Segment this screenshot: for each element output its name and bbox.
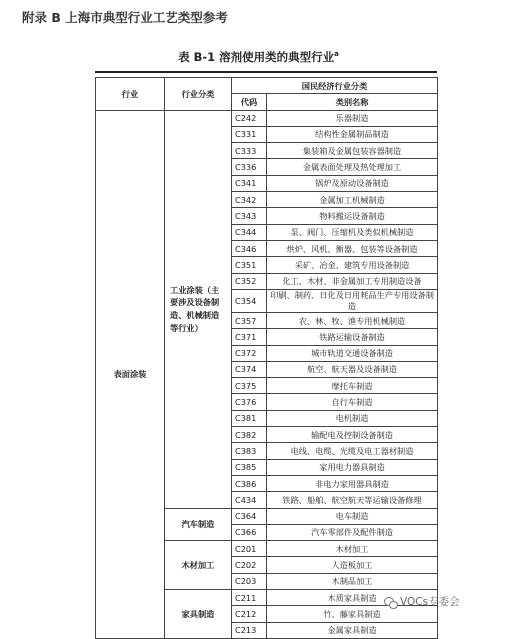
code-cell: C342 [232,192,267,208]
class-name-cell: 电车制造 [267,508,438,524]
class-name-cell: 竹、藤家具制造 [267,606,438,622]
category-cell: 汽车制造 [165,508,232,541]
code-cell: C357 [232,312,267,328]
appendix-title: 附录 B 上海市典型行业工艺类型参考 [22,10,228,25]
header-category: 行业分类 [165,78,232,111]
header-code: 代码 [232,94,267,110]
class-name-cell: 金属表面处理及热处理加工 [267,159,438,175]
class-name-cell: 铁路运输设备制造 [267,329,438,345]
code-cell: C382 [232,427,267,443]
code-cell: C385 [232,459,267,475]
code-cell: C341 [232,175,267,191]
code-cell: C344 [232,224,267,240]
class-name-cell: 泵、阀门、压缩机及类似机械制造 [267,224,438,240]
code-cell: C346 [232,240,267,256]
code-cell: C386 [232,475,267,491]
code-cell: C376 [232,394,267,410]
industry-table [95,77,438,639]
header-class-name: 类别名称 [267,94,438,110]
class-name-cell: 城市轨道交通设备制造 [267,345,438,361]
table-title [0,49,517,65]
code-cell: C213 [232,622,267,638]
table-top-rule [95,71,437,73]
class-name-cell: 集装箱及金属包装容器制造 [267,143,438,159]
code-cell: C374 [232,361,267,377]
class-name-cell: 电机制造 [267,410,438,426]
category-cell: 家具制造 [165,590,232,639]
class-name-cell: 烘炉、风机、衡器、包装等设备制造 [267,240,438,256]
code-cell: C351 [232,257,267,273]
class-name-cell: 输配电及控制设备制造 [267,427,438,443]
table-body [96,110,438,638]
class-name-cell: 非电力家用器具制造 [267,475,438,491]
code-cell: C434 [232,492,267,508]
class-name-cell: 人造板加工 [267,557,438,573]
table-title-note: a [334,50,339,59]
class-name-cell: 印刷、制药、日化及日用耗品生产专用设备制造 [267,289,438,312]
code-cell: C336 [232,159,267,175]
class-name-cell: 木制品加工 [267,573,438,589]
code-cell: C212 [232,606,267,622]
category-cell: 工业涂装（主要涉及设备制造、机械制造等行业） [165,110,232,508]
code-cell: C366 [232,524,267,540]
class-name-cell: 农、林、牧、渔专用机械制造 [267,312,438,328]
header-national-class: 国民经济行业分类 [232,78,438,94]
watermark-text: VOCs专委会 [400,596,460,608]
class-name-cell: 航空、航天器及设备制造 [267,361,438,377]
code-cell: C383 [232,443,267,459]
class-name-cell: 采矿、冶金、建筑专用设备制造 [267,257,438,273]
code-cell: C331 [232,126,267,142]
class-name-cell: 电线、电缆、光缆及电工器材制造 [267,443,438,459]
class-name-cell: 自行车制造 [267,394,438,410]
watermark [384,594,460,609]
class-name-cell: 摩托车制造 [267,378,438,394]
category-cell: 木材加工 [165,541,232,590]
code-cell: C333 [232,143,267,159]
code-cell: C381 [232,410,267,426]
code-cell: C211 [232,590,267,606]
class-name-cell: 家用电力器具制造 [267,459,438,475]
code-cell: C364 [232,508,267,524]
code-cell: C202 [232,557,267,573]
code-cell: C354 [232,289,267,312]
code-cell: C343 [232,208,267,224]
code-cell: C375 [232,378,267,394]
class-name-cell: 乐器制造 [267,110,438,126]
code-cell: C201 [232,541,267,557]
header-row-1 [96,78,438,94]
class-name-cell: 化工、木材、非金属加工专用制造设备 [267,273,438,289]
code-cell: C371 [232,329,267,345]
class-name-cell: 木材加工 [267,541,438,557]
code-cell: C352 [232,273,267,289]
table-row [96,110,438,126]
industry-cell: 表面涂装 [96,110,165,638]
code-cell: C203 [232,573,267,589]
code-cell: C242 [232,110,267,126]
header-industry: 行业 [96,78,165,111]
wechat-icon [384,596,397,608]
class-name-cell: 汽车零部件及配件制造 [267,524,438,540]
class-name-cell: 木质家具制造 [267,590,438,606]
class-name-cell: 结构性金属制品制造 [267,126,438,142]
class-name-cell: 金属家具制造 [267,622,438,638]
class-name-cell: 物料搬运设备制造 [267,208,438,224]
table-title-text: 表 B-1 溶剂使用类的典型行业 [178,50,335,64]
class-name-cell: 金属加工机械制造 [267,192,438,208]
class-name-cell: 锅炉及原动设备制造 [267,175,438,191]
class-name-cell: 铁路、船舶、航空航天等运输设备修理 [267,492,438,508]
code-cell: C372 [232,345,267,361]
